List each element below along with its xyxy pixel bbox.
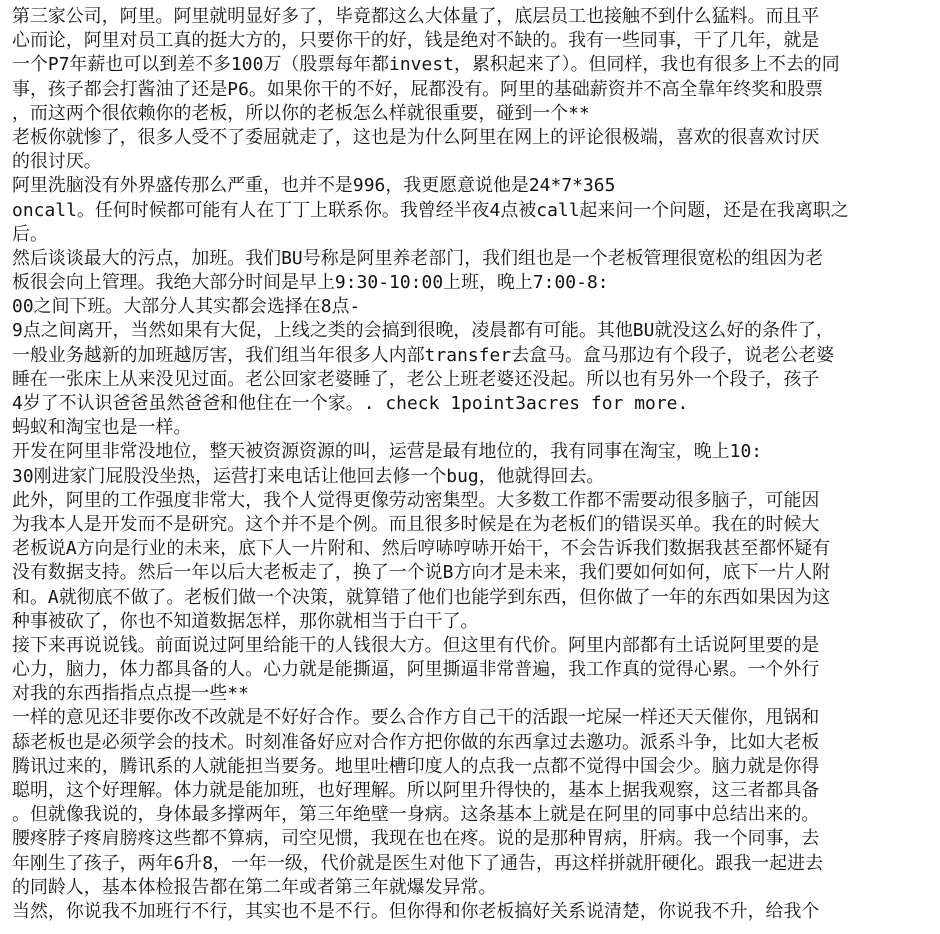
- text-line: 腾讯过来的，腾讯系的人就能担当要务。地里吐槽印度人的点我一点都不觉得中国会少。脑力就是你得: [12, 755, 820, 777]
- text-line: 第三家公司，阿里。阿里就明显好多了，毕竟都这么大体量了，底层员工也接触不到什么猛料。而且平: [12, 6, 820, 27]
- text-line: 聪明，这个好理解。体力就是能加班，也好理解。所以阿里升得快的，基本上据我观察，这三者都具备: [12, 780, 820, 801]
- text-line: 心而论，阿里对员工真的挺大方的，只要你干的好，钱是绝对不缺的。我有一些同事，干了几年，就是: [12, 30, 820, 52]
- text-line: 30刚进家门屁股没坐热，运营打来电话让他回去修一个bug，他就得回去。: [12, 465, 605, 487]
- document-body: [12, 5, 936, 924]
- text-line: 当然，你说我不加班行不行，其实也不是不行。但你得和你老板搞好关系说清楚，你说我不升，给我个: [12, 900, 820, 922]
- text-line: 舔老板也是必须学会的技术。时刻准备好应对合作方把你做的东西拿过去邀功。派系斗争，比如大老板: [12, 731, 820, 753]
- text-line: 此外，阿里的工作强度非常大，我个人觉得更像劳动密集型。大多数工作都不需要动很多脑子，可能因: [12, 489, 820, 511]
- text-line: 然后谈谈最大的污点，加班。我们BU号称是阿里养老部门，我们组也是一个老板管理很宽松的组因为老: [12, 247, 824, 269]
- text-line: 心力，脑力，体力都具备的人。心力就是能撕逼，阿里撕逼非常普遍，我工作真的觉得心累。一个外行: [12, 659, 820, 681]
- text-line: 老板说A方向是行业的未来，底下人一片附和、然后哼哧哼哧开始干，不会告诉我们数据我甚至都怀疑有: [12, 538, 831, 560]
- text-line: 。但就像我说的，身体最多撑两年，第三年绝壁一身病。这条基本上就是在阿里的同事中总结出来的。: [12, 804, 820, 826]
- text-line: 板很会向上管理。我绝大部分时间是早上9:30-10:00上班，晚上7:00-8:: [12, 272, 609, 294]
- text-line: 4岁了不认识爸爸虽然爸爸和他住在一个家。. check 1point3acres for more.: [12, 393, 689, 414]
- text-line: 睡在一张床上从来没见过面。老公回家老婆睡了，老公上班老婆还没起。所以也有另外一个段子，孩子: [12, 368, 820, 390]
- text-line: 开发在阿里非常没地位，整天被资源资源的叫，运营是最有地位的，我有同事在淘宝，晚上10:: [12, 441, 763, 463]
- text-line: 事，孩子都会打酱油了还是P6。如果你干的不好，屁都没有。阿里的基础薪资并不高全靠年终奖和股票: [12, 78, 824, 100]
- text-line: 年刚生了孩子，两年6升8，一年一级，代价就是医生对他下了通告，再这样拼就肝硬化。跟我一起进去: [12, 852, 824, 874]
- text-line: 阿里洗脑没有外界盛传那么严重，也并不是996，我更愿意说他是24*7*365: [12, 175, 616, 197]
- text-line: 的同龄人，基本体检报告都在第二年或者第三年就爆发异常。: [12, 876, 497, 898]
- text-line: 后。: [12, 223, 48, 245]
- text-line: 和。A就彻底不做了。老板们做一个决策，就算错了他们也能学到东西，但你做了一年的东西如果因为这: [12, 586, 831, 608]
- text-line: 00之间下班。大部分人其实都会选择在8点-: [12, 296, 361, 318]
- text-line: 为我本人是开发而不是研究。这个并不是个例。而且很多时候是在为老板们的错误买单。我在的时候大: [12, 513, 820, 535]
- text-line: 一样的意见还非要你改不改就是不好好合作。要么合作方自己干的活跟一坨屎一样还天天催你，甩锅和: [12, 707, 820, 729]
- text-line: 种事被砍了，你也不知道数据怎样，那你就相当于白干了。: [12, 610, 479, 632]
- text-line: 蚂蚁和淘宝也是一样。: [12, 417, 192, 439]
- text-line: ，而这两个很依赖你的老板，所以你的老板怎么样就很重要，碰到一个**: [12, 102, 590, 124]
- text-line: 一个P7年薪也可以到差不多100万（股票每年都invest，累积起来了）。但同样，我也有很多上不去的同: [12, 54, 840, 76]
- text-line: 腰疼脖子疼肩膀疼这些都不算病，司空见惯，我现在也在疼。说的是那种胃病，肝病。我一个同事，去: [12, 828, 820, 850]
- text-line: 接下来再说说钱。前面说过阿里给能干的人钱很大方。但这里有代价。阿里内部都有土话说阿里要的是: [12, 634, 820, 656]
- text-line: 的很讨厌。: [12, 151, 102, 173]
- text-line: 对我的东西指指点点提一些**: [12, 683, 249, 705]
- text-line: 9点之间离开，当然如果有大促，上线之类的会搞到很晚，凌晨都有可能。其他BU就没这么好的条件了，: [12, 320, 834, 342]
- text-line: oncall。任何时候都可能有人在丁丁上联系你。我曾经半夜4点被call起来问一个问题，还是在我离职之: [12, 199, 849, 221]
- text-line: 老板你就惨了，很多人受不了委屈就走了，这也是为什么阿里在网上的评论很极端，喜欢的很喜欢讨厌: [12, 126, 820, 148]
- text-line: 一般业务越新的加班越厉害，我们组当年很多人内部transfer去盒马。盒马那边有个段子，说老公老婆: [12, 344, 835, 366]
- text-line: 没有数据支持。然后一年以后大老板走了，换了一个说B方向才是未来，我们要如何如何，底下一片人附: [12, 562, 831, 584]
